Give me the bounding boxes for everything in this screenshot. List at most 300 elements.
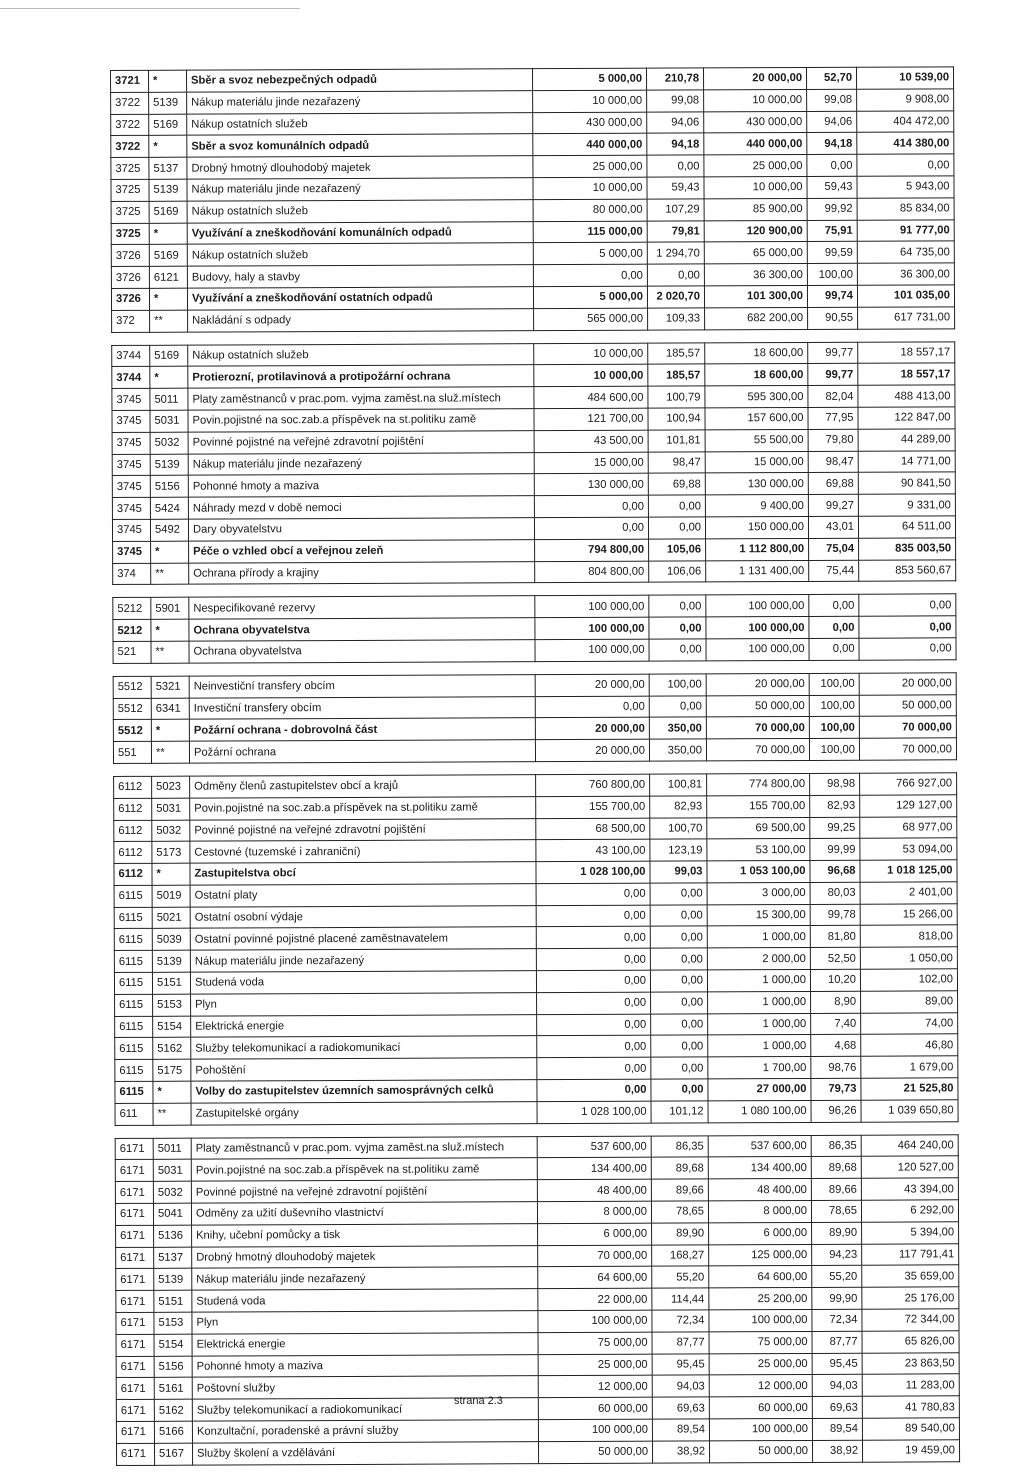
adjusted-percent: 89,54 xyxy=(812,1418,862,1440)
item-description: Nákup ostatních služeb xyxy=(187,199,533,222)
actual-amount: 68 977,00 xyxy=(860,816,957,838)
adjusted-percent: 82,04 xyxy=(808,385,858,407)
actual-amount: 6 292,00 xyxy=(861,1200,958,1222)
adjusted-percent: 98,98 xyxy=(810,773,860,795)
execution-percent: 89,66 xyxy=(651,1179,708,1201)
actual-amount: 20 000,00 xyxy=(859,673,956,695)
paragraph-code: 6115 xyxy=(115,1081,153,1103)
item-description: Sběr a svoz nebezpečných odpadů xyxy=(187,69,533,92)
item-description: Budovy, haly a stavby xyxy=(187,265,533,288)
paragraph-code: 3745 xyxy=(113,541,151,563)
adjusted-budget: 48 400,00 xyxy=(708,1179,811,1201)
adjusted-budget: 18 600,00 xyxy=(705,342,808,364)
actual-amount: 129 127,00 xyxy=(860,795,957,817)
adjusted-budget: 682 200,00 xyxy=(705,307,808,329)
adjusted-budget: 2 000,00 xyxy=(707,948,810,970)
item-description: Nákup ostatních služeb xyxy=(187,243,533,266)
approved-budget: 0,00 xyxy=(536,970,650,992)
execution-percent: 94,18 xyxy=(647,133,704,155)
approved-budget: 48 400,00 xyxy=(537,1179,651,1201)
paragraph-code: 5212 xyxy=(113,598,151,620)
actual-amount: 0,00 xyxy=(857,154,954,176)
item-code: 5166 xyxy=(154,1421,192,1443)
execution-percent: 0,00 xyxy=(647,264,704,286)
table-row xyxy=(116,1440,959,1465)
item-code: 5136 xyxy=(154,1225,192,1247)
item-description: Pohoštění xyxy=(191,1058,537,1081)
adjusted-budget: 6 000,00 xyxy=(709,1222,812,1244)
item-description: Elektrická energie xyxy=(192,1332,538,1355)
actual-amount: 853 560,67 xyxy=(859,559,956,581)
adjusted-budget: 53 100,00 xyxy=(707,839,810,861)
adjusted-budget: 50 000,00 xyxy=(706,695,809,717)
approved-budget: 10 000,00 xyxy=(533,90,647,112)
adjusted-percent: 96,26 xyxy=(811,1100,861,1122)
item-description: Cestovné (tuzemské i zahraniční) xyxy=(190,840,536,863)
budget-table-group xyxy=(110,66,954,332)
adjusted-percent: 99,78 xyxy=(810,904,860,926)
item-code: 5153 xyxy=(153,994,191,1016)
execution-percent: 99,08 xyxy=(647,90,704,112)
adjusted-percent: 52,50 xyxy=(810,948,860,970)
adjusted-budget: 150 000,00 xyxy=(705,516,808,538)
adjusted-percent: 94,18 xyxy=(807,133,857,155)
adjusted-percent: 99,99 xyxy=(810,839,860,861)
paragraph-code: 3725 xyxy=(111,223,149,245)
adjusted-percent: 99,90 xyxy=(812,1287,862,1309)
adjusted-percent: 43,01 xyxy=(808,516,858,538)
item-description: Ostatní povinné pojistné placené zaměstnavatelem xyxy=(190,927,536,950)
adjusted-budget: 100 000,00 xyxy=(706,617,809,639)
adjusted-budget: 100 000,00 xyxy=(706,595,809,617)
item-description: Požární ochrana xyxy=(189,740,535,763)
item-description: Plyn xyxy=(191,993,537,1016)
approved-budget: 760 800,00 xyxy=(536,774,650,796)
execution-percent: 185,57 xyxy=(648,342,705,364)
approved-budget: 0,00 xyxy=(535,696,649,718)
paragraph-code: 6115 xyxy=(114,951,152,973)
actual-amount: 18 557,17 xyxy=(858,341,955,363)
actual-amount: 464 240,00 xyxy=(861,1134,958,1156)
approved-budget: 155 700,00 xyxy=(536,796,650,818)
adjusted-percent: 98,47 xyxy=(808,451,858,473)
item-description: Knihy, učební pomůcky a tisk xyxy=(192,1223,538,1246)
actual-amount: 414 380,00 xyxy=(857,132,954,154)
item-description: Platy zaměstnanců v prac.pom. vyjma zaměst.na služ.místech xyxy=(188,387,534,410)
execution-percent: 94,06 xyxy=(647,112,704,134)
item-description: Zastupitelské orgány xyxy=(191,1102,537,1125)
paragraph-code: 6171 xyxy=(115,1203,153,1225)
item-description: Požární ochrana - dobrovolná část xyxy=(189,718,535,741)
execution-percent: 94,03 xyxy=(652,1375,709,1397)
adjusted-budget: 25 000,00 xyxy=(704,155,807,177)
item-code: 5167 xyxy=(154,1443,192,1465)
actual-amount: 9 908,00 xyxy=(857,89,954,111)
approved-budget: 0,00 xyxy=(537,1079,651,1101)
adjusted-budget: 10 000,00 xyxy=(704,176,807,198)
execution-percent: 98,47 xyxy=(648,451,705,473)
paragraph-code: 6171 xyxy=(116,1247,154,1269)
item-code: 5424 xyxy=(150,497,188,519)
budget-table-group xyxy=(112,594,955,664)
item-description: Elektrická energie xyxy=(191,1014,537,1037)
actual-amount: 72 344,00 xyxy=(862,1309,959,1331)
actual-amount: 90 841,50 xyxy=(858,472,955,494)
table-row xyxy=(115,1100,958,1125)
adjusted-budget: 134 400,00 xyxy=(708,1157,811,1179)
adjusted-budget: 1 000,00 xyxy=(708,1013,811,1035)
actual-amount: 44 289,00 xyxy=(858,429,955,451)
execution-percent: 106,06 xyxy=(649,560,706,582)
execution-percent: 168,27 xyxy=(652,1245,709,1267)
adjusted-percent: 59,43 xyxy=(807,176,857,198)
adjusted-budget: 50 000,00 xyxy=(709,1440,812,1462)
execution-percent: 350,00 xyxy=(649,717,706,739)
execution-percent: 0,00 xyxy=(651,1035,708,1057)
approved-budget: 100 000,00 xyxy=(535,595,649,617)
approved-budget: 43 100,00 xyxy=(536,839,650,861)
approved-budget: 565 000,00 xyxy=(534,308,648,330)
adjusted-percent: 80,03 xyxy=(810,882,860,904)
execution-percent: 82,93 xyxy=(650,796,707,818)
adjusted-budget: 100 000,00 xyxy=(706,638,809,660)
item-code: 5031 xyxy=(153,1160,191,1182)
item-description: Ostatní osobní výdaje xyxy=(190,905,536,928)
approved-budget: 1 028 100,00 xyxy=(536,861,650,883)
item-description: Volby do zastupitelstev územních samosprávných celků xyxy=(191,1080,537,1103)
adjusted-budget: 85 900,00 xyxy=(704,198,807,220)
actual-amount: 23 863,50 xyxy=(862,1352,959,1374)
approved-budget: 0,00 xyxy=(534,517,648,539)
item-code: 5151 xyxy=(152,972,190,994)
paragraph-code: 6171 xyxy=(116,1225,154,1247)
approved-budget: 25 000,00 xyxy=(538,1354,652,1376)
execution-percent: 123,19 xyxy=(650,839,707,861)
table-row xyxy=(113,559,956,584)
actual-amount: 43 394,00 xyxy=(861,1178,958,1200)
execution-percent: 101,12 xyxy=(651,1101,708,1123)
paragraph-code: 3744 xyxy=(112,345,150,367)
budget-table xyxy=(113,672,957,764)
adjusted-budget: 440 000,00 xyxy=(704,133,807,155)
execution-percent: 105,06 xyxy=(649,539,706,561)
item-code: 5169 xyxy=(149,245,187,267)
approved-budget: 20 000,00 xyxy=(535,674,649,696)
approved-budget: 0,00 xyxy=(537,1057,651,1079)
adjusted-budget: 9 400,00 xyxy=(705,495,808,517)
adjusted-percent: 55,20 xyxy=(812,1266,862,1288)
paragraph-code: 6171 xyxy=(115,1160,153,1182)
paragraph-code: 6115 xyxy=(115,994,153,1016)
adjusted-budget: 774 800,00 xyxy=(707,773,810,795)
paragraph-code: 6112 xyxy=(114,863,152,885)
item-code: 5173 xyxy=(152,841,190,863)
adjusted-percent: 100,00 xyxy=(809,717,859,739)
approved-budget: 440 000,00 xyxy=(533,134,647,156)
adjusted-percent: 4,68 xyxy=(811,1035,861,1057)
adjusted-percent: 99,77 xyxy=(808,364,858,386)
execution-percent: 69,88 xyxy=(648,473,705,495)
table-row xyxy=(113,638,956,663)
adjusted-budget: 100 000,00 xyxy=(709,1418,812,1440)
adjusted-budget: 20 000,00 xyxy=(703,67,806,89)
item-code: 5139 xyxy=(152,950,190,972)
approved-budget: 430 000,00 xyxy=(533,112,647,134)
adjusted-budget: 1 000,00 xyxy=(708,1035,811,1057)
approved-budget: 12 000,00 xyxy=(538,1376,652,1398)
adjusted-percent: 79,73 xyxy=(811,1078,861,1100)
paragraph-code: 6112 xyxy=(114,798,152,820)
adjusted-percent: 100,00 xyxy=(809,673,859,695)
adjusted-budget: 1 131 400,00 xyxy=(706,560,809,582)
execution-percent: 86,35 xyxy=(651,1136,708,1158)
item-code: 5031 xyxy=(152,798,190,820)
adjusted-budget: 430 000,00 xyxy=(704,111,807,133)
actual-amount: 0,00 xyxy=(859,616,956,638)
approved-budget: 794 800,00 xyxy=(535,539,649,561)
page-number: strana 2.3 xyxy=(454,1395,503,1407)
adjusted-percent: 69,88 xyxy=(808,473,858,495)
paragraph-code: 3745 xyxy=(112,476,150,498)
execution-percent: 0,00 xyxy=(647,155,704,177)
actual-amount: 1 039 650,80 xyxy=(861,1100,958,1122)
item-code: * xyxy=(151,619,189,641)
paragraph-code: 5512 xyxy=(113,720,151,742)
item-code: 5169 xyxy=(149,201,187,223)
item-code: 6121 xyxy=(149,266,187,288)
item-code: * xyxy=(149,136,187,158)
item-description: Sběr a svoz komunálních odpadů xyxy=(187,134,533,157)
execution-percent: 107,29 xyxy=(647,199,704,221)
approved-budget: 10 000,00 xyxy=(534,343,648,365)
execution-percent: 100,79 xyxy=(648,386,705,408)
item-description: Povin.pojistné na soc.zab.a příspěvek na st.politiku zamě xyxy=(191,1158,537,1181)
item-code: 5032 xyxy=(152,820,190,842)
paragraph-code: 3726 xyxy=(111,245,149,267)
execution-percent: 79,81 xyxy=(647,220,704,242)
item-description: Ochrana přírody a krajiny xyxy=(189,561,535,584)
item-description: Investiční transfery obcím xyxy=(189,696,535,719)
adjusted-percent: 0,00 xyxy=(807,154,857,176)
adjusted-budget: 1 700,00 xyxy=(708,1057,811,1079)
adjusted-percent: 86,35 xyxy=(811,1135,861,1157)
adjusted-budget: 130 000,00 xyxy=(705,473,808,495)
paragraph-code: 611 xyxy=(115,1103,153,1125)
adjusted-budget: 18 600,00 xyxy=(705,364,808,386)
item-description: Odměny za užití duševního vlastnictví xyxy=(191,1202,537,1225)
adjusted-budget: 70 000,00 xyxy=(706,739,809,761)
budget-table-group xyxy=(115,1134,959,1466)
execution-percent: 99,03 xyxy=(650,861,707,883)
paragraph-code: 3722 xyxy=(111,136,149,158)
execution-percent: 55,20 xyxy=(652,1266,709,1288)
item-description: Nákup materiálu jinde nezařazený xyxy=(187,90,533,113)
execution-percent: 69,63 xyxy=(652,1397,709,1419)
execution-percent: 100,70 xyxy=(650,817,707,839)
item-description: Povin.pojistné na soc.zab.a příspěvek na st.politiku zamě xyxy=(188,409,534,432)
actual-amount: 14 771,00 xyxy=(858,450,955,472)
paragraph-code: 6171 xyxy=(115,1182,153,1204)
execution-percent: 87,77 xyxy=(652,1332,709,1354)
adjusted-percent: 0,00 xyxy=(809,595,859,617)
item-code: 6341 xyxy=(151,698,189,720)
execution-percent: 210,78 xyxy=(646,68,703,90)
approved-budget: 5 000,00 xyxy=(533,243,647,265)
item-description: Povinné pojistné na veřejné zdravotní pojištění xyxy=(191,1180,537,1203)
actual-amount: 122 847,00 xyxy=(858,407,955,429)
item-description: Protierozní, protilavinová a protipožární ochrana xyxy=(188,365,534,388)
actual-amount: 35 659,00 xyxy=(862,1265,959,1287)
paragraph-code: 3722 xyxy=(111,92,149,114)
execution-percent: 100,00 xyxy=(649,674,706,696)
actual-amount: 19 459,00 xyxy=(862,1440,959,1462)
execution-percent: 0,00 xyxy=(651,1079,708,1101)
adjusted-percent: 99,59 xyxy=(807,242,857,264)
approved-budget: 20 000,00 xyxy=(535,717,649,739)
paragraph-code: 3745 xyxy=(112,410,150,432)
paragraph-code: 6171 xyxy=(116,1269,154,1291)
item-code: 5139 xyxy=(149,92,187,114)
execution-percent: 185,57 xyxy=(648,364,705,386)
adjusted-percent: 94,23 xyxy=(812,1244,862,1266)
item-description: Drobný hmotný dlouhodobý majetek xyxy=(192,1245,538,1268)
paragraph-code: 6171 xyxy=(116,1312,154,1334)
table-row xyxy=(112,307,955,332)
item-code: ** xyxy=(151,641,189,663)
actual-amount: 46,80 xyxy=(861,1034,958,1056)
adjusted-budget: 64 600,00 xyxy=(709,1266,812,1288)
item-code: * xyxy=(151,719,189,741)
paragraph-code: 3745 xyxy=(112,497,150,519)
adjusted-percent: 10,20 xyxy=(810,969,860,991)
execution-percent: 59,43 xyxy=(647,177,704,199)
item-code: 5031 xyxy=(150,410,188,432)
item-code: 5032 xyxy=(150,432,188,454)
actual-amount: 101 035,00 xyxy=(857,285,954,307)
budget-table xyxy=(111,341,956,585)
paragraph-code: 6171 xyxy=(116,1400,154,1422)
paragraph-code: 5212 xyxy=(113,619,151,641)
adjusted-budget: 1 080 100,00 xyxy=(708,1100,811,1122)
execution-percent: 0,00 xyxy=(648,495,705,517)
item-code: 5041 xyxy=(153,1203,191,1225)
approved-budget: 8 000,00 xyxy=(537,1201,651,1223)
adjusted-percent: 99,27 xyxy=(808,494,858,516)
approved-budget: 115 000,00 xyxy=(533,221,647,243)
paragraph-code: 521 xyxy=(113,641,151,663)
adjusted-budget: 75 000,00 xyxy=(709,1331,812,1353)
actual-amount: 36 300,00 xyxy=(857,263,954,285)
item-code: 5175 xyxy=(153,1059,191,1081)
paragraph-code: 5512 xyxy=(113,676,151,698)
adjusted-budget: 25 000,00 xyxy=(709,1353,812,1375)
item-description: Povinné pojistné na veřejné zdravotní pojištění xyxy=(190,818,536,841)
adjusted-percent: 79,80 xyxy=(808,429,858,451)
budget-table xyxy=(115,1134,960,1466)
actual-amount: 53 094,00 xyxy=(860,838,957,860)
approved-budget: 0,00 xyxy=(537,1036,651,1058)
paragraph-code: 3726 xyxy=(111,267,149,289)
paragraph-code: 6115 xyxy=(114,929,152,951)
paragraph-code: 3744 xyxy=(112,367,150,389)
adjusted-budget: 60 000,00 xyxy=(709,1397,812,1419)
item-description: Neinvestiční transfery obcím xyxy=(189,674,535,697)
item-code: 5039 xyxy=(152,929,190,951)
actual-amount: 0,00 xyxy=(859,638,956,660)
item-code: 5139 xyxy=(150,454,188,476)
execution-percent: 0,00 xyxy=(650,883,707,905)
paragraph-code: 3725 xyxy=(111,179,149,201)
adjusted-percent: 38,92 xyxy=(812,1440,862,1462)
approved-budget: 0,00 xyxy=(536,948,650,970)
execution-percent: 0,00 xyxy=(649,639,706,661)
paragraph-code: 6115 xyxy=(114,907,152,929)
approved-budget: 25 000,00 xyxy=(533,155,647,177)
adjusted-budget: 10 000,00 xyxy=(704,89,807,111)
item-description: Nákup ostatních služeb xyxy=(188,343,534,366)
execution-percent: 89,90 xyxy=(652,1223,709,1245)
item-description: Odměny členů zastupitelstev obcí a krajů xyxy=(190,775,536,798)
approved-budget: 0,00 xyxy=(534,495,648,517)
item-description: Nespecifikované rezervy xyxy=(189,596,535,619)
paragraph-code: 6115 xyxy=(114,885,152,907)
item-description: Služby telekomunikací a radiokomunikací xyxy=(192,1398,538,1421)
adjusted-percent: 72,34 xyxy=(812,1309,862,1331)
adjusted-budget: 537 600,00 xyxy=(708,1135,811,1157)
item-code: 5151 xyxy=(154,1290,192,1312)
item-description: Péče o vzhled obcí a veřejnou zeleň xyxy=(189,539,535,562)
adjusted-budget: 1 000,00 xyxy=(707,926,810,948)
item-code: ** xyxy=(151,741,189,763)
budget-table-group xyxy=(113,772,958,1125)
approved-budget: 68 500,00 xyxy=(536,818,650,840)
actual-amount: 117 791,41 xyxy=(862,1243,959,1265)
approved-budget: 15 000,00 xyxy=(534,452,648,474)
actual-amount: 70 000,00 xyxy=(859,716,956,738)
execution-percent: 0,00 xyxy=(650,970,707,992)
item-code: 5169 xyxy=(149,114,187,136)
approved-budget: 22 000,00 xyxy=(538,1288,652,1310)
adjusted-percent: 89,90 xyxy=(812,1222,862,1244)
item-description: Platy zaměstnanců v prac.pom. vyjma zaměst.na služ.místech xyxy=(191,1136,537,1159)
scan-edge-line xyxy=(0,8,300,9)
paragraph-code: 3721 xyxy=(111,70,149,92)
item-description: Dary obyvatelstvu xyxy=(188,518,534,541)
actual-amount: 89,00 xyxy=(861,991,958,1013)
budget-table xyxy=(110,66,955,332)
paragraph-code: 6171 xyxy=(116,1291,154,1313)
adjusted-percent: 82,93 xyxy=(810,795,860,817)
item-code: 5492 xyxy=(150,519,188,541)
item-code: * xyxy=(149,223,187,245)
adjusted-percent: 99,74 xyxy=(807,285,857,307)
execution-percent: 78,65 xyxy=(651,1201,708,1223)
adjusted-percent: 95,45 xyxy=(812,1353,862,1375)
execution-percent: 0,00 xyxy=(651,1057,708,1079)
actual-amount: 1 018 125,00 xyxy=(860,860,957,882)
approved-budget: 60 000,00 xyxy=(538,1397,652,1419)
approved-budget: 484 600,00 xyxy=(534,386,648,408)
budget-table xyxy=(112,594,956,664)
actual-amount: 102,00 xyxy=(860,969,957,991)
approved-budget: 1 028 100,00 xyxy=(537,1101,651,1123)
item-description: Studená voda xyxy=(190,971,536,994)
adjusted-budget: 15 300,00 xyxy=(707,904,810,926)
approved-budget: 10 000,00 xyxy=(534,365,648,387)
item-description: Drobný hmotný dlouhodobý majetek xyxy=(187,156,533,179)
item-description: Využívání a zneškodňování ostatních odpadů xyxy=(187,287,533,310)
adjusted-budget: 1 053 100,00 xyxy=(707,861,810,883)
